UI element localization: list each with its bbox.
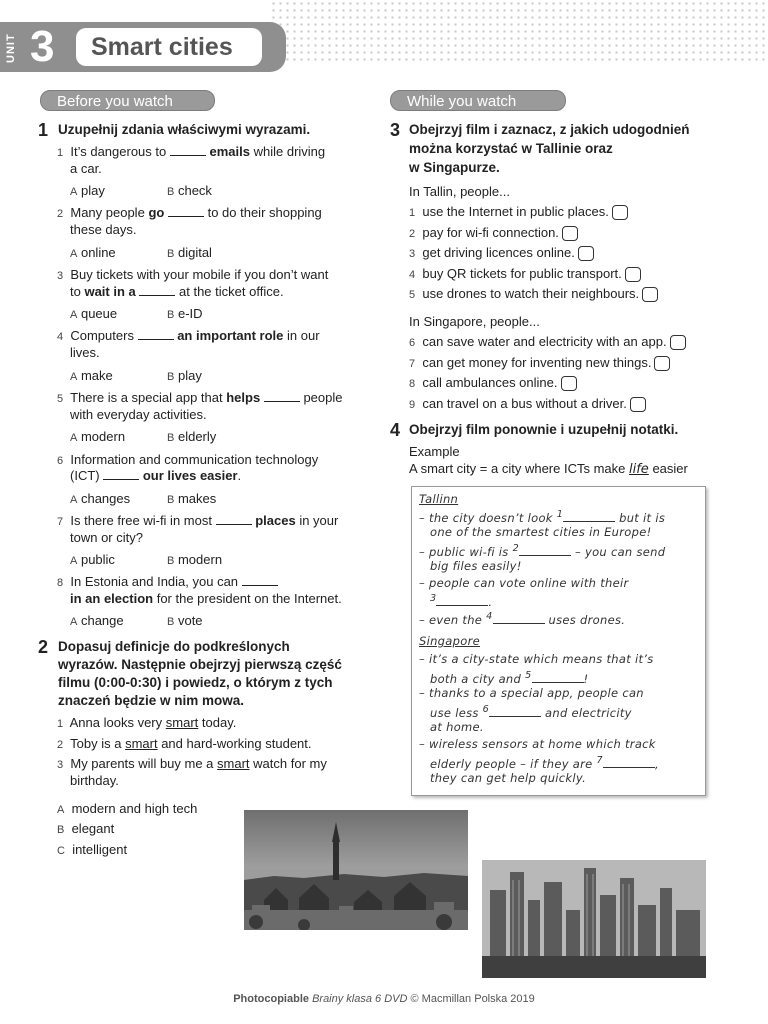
singapore-photo (482, 860, 706, 978)
checkbox[interactable] (642, 287, 658, 302)
ex1-item-1: 1 It’s dangerous to emails while driving (57, 144, 326, 159)
tallinn-intro: In Tallin, people... (409, 184, 510, 199)
notes-line-10: – thanks to a special app, people can (419, 686, 644, 700)
ex3-item-1: 1 use the Internet in public places. (409, 203, 628, 222)
singapore-intro: In Singapore, people... (409, 314, 540, 329)
exercise-1-instruction: Uzupełnij zdania właściwymi wyrazami. (58, 122, 311, 137)
exercise-2-instruction-line-4: znaczeń będzie w nim mowa. (58, 693, 245, 708)
exercise-4-instruction: Obejrzyj film ponownie i uzupełnij notatki. (409, 422, 679, 437)
ex3-item-8: 8 call ambulances online. (409, 374, 577, 393)
exercise-4-number: 4 (390, 420, 401, 440)
page-title: Smart cities (76, 28, 262, 66)
exercise-2-instruction-line-2: wyrazów. Następnie obejrzyj pierwszą część (58, 657, 342, 672)
ex2-item-2: 2 Toby is a smart and hard-working student. (57, 736, 312, 751)
checkbox[interactable] (630, 397, 646, 412)
ex1-item-2-option-a: A online (70, 245, 116, 260)
notes-singapore-heading: Singapore (419, 634, 480, 648)
ex3-item-7: 7 can get money for inventing new things. (409, 354, 670, 373)
exercise-3-instruction-line-1: Obejrzyj film i zaznacz, z jakich udogodnień (409, 122, 690, 137)
notes-line-6: $^3$ . (430, 593, 493, 609)
ex3-item-5: 5 use drones to watch their neighbours. (409, 285, 658, 304)
notes-tallinn-heading: Tallinn (419, 492, 459, 506)
exercise-1-number: 1 (38, 120, 49, 140)
ex1-item-5-line2: with everyday activities. (70, 407, 207, 422)
notes-line-4: big files easily! (430, 559, 522, 573)
notes-line-12: at home. (430, 720, 484, 734)
ex1-item-8-line2: in an election for the president on the Internet. (70, 591, 342, 606)
ex1-item-5-option-b: B elderly (167, 429, 217, 444)
ex1-item-3-option-b: B e-ID (167, 306, 203, 321)
notes-line-1: – the city doesn’t look $^1$ but it is (419, 509, 666, 525)
notes-line-2: one of the smartest cities in Europe! (430, 525, 652, 539)
ex1-item-2-line2: these days. (70, 222, 137, 237)
ex1-item-8-option-b: B vote (167, 613, 203, 628)
notes-line-9: both a city and $^5$ ! (430, 670, 589, 686)
ex1-item-7-line2: town or city? (70, 530, 143, 545)
checkbox[interactable] (670, 335, 686, 350)
ex3-item-4: 4 buy QR tickets for public transport. (409, 265, 641, 284)
ex1-item-8: 8 In Estonia and India, you can (57, 573, 278, 592)
checkbox[interactable] (561, 376, 577, 391)
ex3-item-6: 6 can save water and electricity with an app. (409, 333, 686, 352)
ex1-item-6-line2: (ICT) our lives easier. (70, 468, 242, 483)
notes-line-3: – public wi-fi is $^2$ – you can send (419, 543, 666, 559)
ex1-item-6-option-b: B makes (167, 491, 217, 506)
ex1-item-4-option-a: A make (70, 368, 113, 383)
ex1-item-4: 4 Computers an important role in our (57, 328, 320, 343)
ex1-item-4-line2: lives. (70, 345, 100, 360)
ex1-item-7-option-a: A public (70, 552, 115, 567)
checkbox[interactable] (578, 246, 594, 261)
ex1-item-3: 3 Buy tickets with your mobile if you don’t want (57, 267, 329, 282)
ex1-item-7-option-b: B modern (167, 552, 223, 567)
checkbox[interactable] (625, 267, 641, 282)
ex2-option-c: C intelligent (57, 842, 128, 857)
ex1-item-4-option-b: B play (167, 368, 202, 383)
ex1-item-3-line2: to wait in a at the ticket office. (70, 284, 284, 299)
checkbox[interactable] (612, 205, 628, 220)
ex1-item-6: 6 Information and communication technology (57, 452, 319, 467)
ex2-item-1: 1 Anna looks very smart today. (57, 715, 237, 730)
ex1-item-1-options: A play (70, 183, 105, 198)
ex1-item-7: 7 Is there free wi-fi in most places in your (57, 513, 339, 528)
ex2-item-3-line2: birthday. (70, 773, 119, 788)
footer: Photocopiable Brainy klasa 6 DVD © Macmillan Polska 2019 (233, 993, 535, 1005)
ex1-item-5: 5 There is a special app that helps people (57, 390, 343, 405)
ex1-item-1-line2: a car. (70, 161, 102, 176)
exercise-3-instruction-line-3: w Singapurze. (409, 160, 500, 175)
ex1-item-1-option-b: B check (167, 183, 212, 198)
notes-line-14: elderly people – if they are $^7$ , (430, 755, 659, 771)
ex2-item-3: 3 My parents will buy me a smart watch for my (57, 756, 327, 771)
section-while-you-watch: While you watch (390, 90, 566, 111)
ex1-item-6-option-a: A changes (70, 491, 131, 506)
checkbox[interactable] (562, 226, 578, 241)
ex2-option-a: A modern and high tech (57, 801, 198, 816)
notes-line-8: – it’s a city-state which means that it’s (419, 652, 654, 666)
notes-line-11: use less $^6$ and electricity (430, 704, 632, 720)
exercise-2-instruction-line-3: filmu (0:00-0:30) i powiedz, o którym z tych (58, 675, 333, 690)
exercise-2-instruction-line-1: Dopasuj definicje do podkreślonych (58, 639, 290, 654)
checkbox[interactable] (654, 356, 670, 371)
unit-label: UNIT (5, 33, 17, 63)
ex1-item-2-option-b: B digital (167, 245, 212, 260)
notes-line-13: – wireless sensors at home which track (419, 737, 656, 751)
notes-line-7: – even the $^4$ uses drones. (419, 611, 626, 627)
exercise-2-number: 2 (38, 637, 49, 657)
section-before-you-watch: Before you watch (40, 90, 215, 111)
ex1-item-8-option-a: A change (70, 613, 124, 628)
ex3-item-2: 2 pay for wi-fi connection. (409, 224, 578, 243)
example-sentence: A smart city = a city where ICTs make life easier (409, 461, 688, 477)
ex2-option-b: B elegant (57, 821, 115, 836)
unit-number: 3 (30, 22, 55, 71)
exercise-3-instruction-line-2: można korzystać w Tallinie oraz (409, 141, 613, 156)
ex3-item-3: 3 get driving licences online. (409, 244, 594, 263)
exercise-3-number: 3 (390, 120, 401, 140)
notes-line-5: – people can vote online with their (419, 576, 629, 590)
ex3-item-9: 9 can travel on a bus without a driver. (409, 395, 646, 414)
tallinn-photo (244, 810, 468, 930)
ex1-item-3-option-a: A queue (70, 306, 118, 321)
ex1-item-5-option-a: A modern (70, 429, 126, 444)
example-label: Example (409, 444, 460, 459)
notes-line-15: they can get help quickly. (430, 771, 587, 785)
dotted-pattern (270, 0, 768, 62)
ex1-item-2: 2 Many people go to do their shopping (57, 205, 322, 220)
